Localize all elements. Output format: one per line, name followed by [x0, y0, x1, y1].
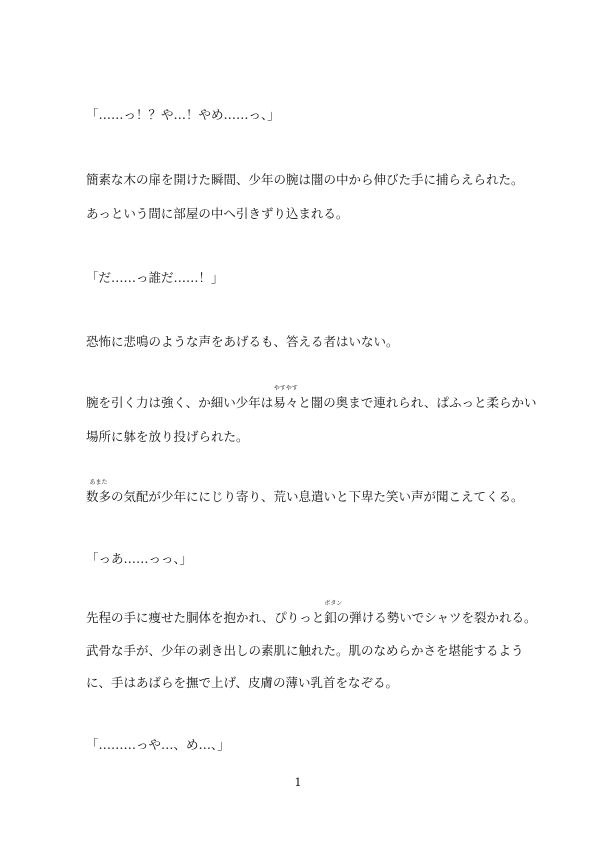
narration-line-7: [86, 600, 537, 626]
ruby-reading-botan: ボタン: [324, 600, 343, 607]
ruby-amata: [86, 479, 112, 505]
narration-line-1: 簡素な木の扉を開けた瞬間、少年の腕は闇の中から伸びた手に捕らえられた。: [86, 172, 524, 187]
narration-line-6: [86, 479, 526, 505]
narration-line-9: に、手はあばらを撫で上げ、皮膚の薄い乳首をなぞる。: [86, 675, 399, 690]
narration-line-7-before: 先程の手に痩せた胴体を抱かれ、ぴりっと: [86, 610, 325, 625]
narration-line-5: 場所に躰を放り投げられた。: [86, 429, 249, 444]
ruby-yasuyasu: [273, 385, 299, 411]
narration-line-4-after: と闇の奥まで連れられ、ぱふっと柔らかい: [298, 395, 537, 410]
dialogue-line-3: 「っあ……っっ、」: [86, 551, 193, 566]
narration-line-7-after: の弾ける勢いでシャツを裂かれる。: [336, 610, 537, 625]
page-number: 1: [294, 776, 302, 789]
narration-line-4: [86, 385, 537, 411]
ruby-reading-yasuyasu: やすやす: [273, 385, 298, 392]
narration-line-4-before: 腕を引く力は強く、か細い少年は: [86, 395, 274, 410]
ruby-botan: [324, 600, 343, 626]
ruby-base-amata: 数多: [86, 489, 112, 504]
ruby-base-yasuyasu: 易々: [273, 395, 299, 410]
dialogue-line-1: 「……っ！？や…！やめ……っ、」: [86, 107, 280, 122]
dialogue-line-4: 「………っや…、め…、」: [86, 737, 230, 752]
narration-line-8: 武骨な手が、少年の剥き出しの素肌に触れた。肌のなめらかさを堪能するよう: [86, 643, 524, 658]
narration-line-3: 恐怖に悲鳴のような声をあげるも、答える者はいない。: [86, 334, 399, 349]
narration-line-6-after: の気配が少年ににじり寄り、荒い息遣いと下卑た笑い声が聞こえてくる。: [111, 489, 524, 504]
ruby-base-botan: 釦: [324, 610, 337, 625]
ruby-reading-amata: あまた: [89, 479, 108, 486]
dialogue-line-2: 「だ……っ誰だ……！」: [86, 270, 224, 285]
narration-line-2: あっという間に部屋の中へ引きずり込まれる。: [86, 206, 349, 221]
